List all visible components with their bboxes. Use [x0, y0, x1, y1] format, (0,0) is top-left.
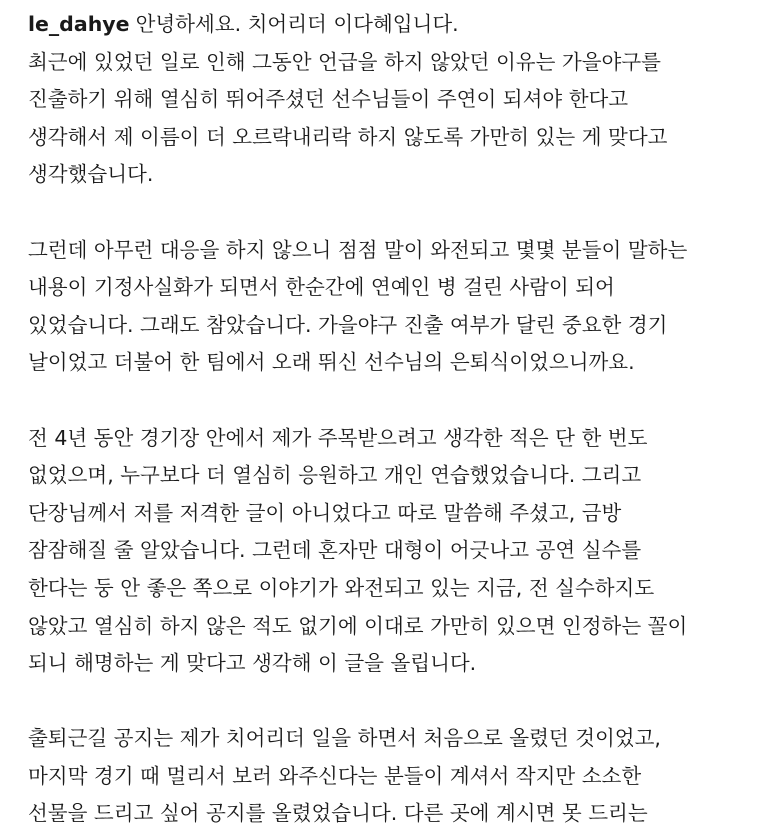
caption-first-line [28, 6, 760, 44]
paragraph-1 [28, 44, 760, 194]
paragraph-line: 있었습니다. 그래도 참았습니다. 가을야구 진출 여부가 달린 중요한 경기 [28, 312, 668, 337]
paragraph-line: 없었으며, 누구보다 더 열심히 응원하고 개인 연습했었습니다. 그리고 [28, 463, 642, 488]
paragraph-line: 최근에 있었던 일로 인해 그동안 언급을 하지 않았던 이유는 가을야구를 [28, 49, 661, 74]
paragraph-line: 한다는 둥 안 좋은 쪽으로 이야기가 와전되고 있는 지금, 전 실수하지도 [28, 575, 655, 600]
paragraph-line: 전 4년 동안 경기장 안에서 제가 주목받으려고 생각한 적은 단 한 번도 [28, 425, 648, 450]
paragraph-3 [28, 420, 760, 683]
paragraph-line: 출퇴근길 공지는 제가 치어리더 일을 하면서 처음으로 올렸던 것이었고, [28, 726, 661, 751]
paragraph-line: 마지막 경기 때 멀리서 보러 와주신다는 분들이 계셔서 작지만 소소한 [28, 763, 642, 788]
paragraph-line: 단장님께서 저를 저격한 글이 아니었다고 따로 말씀해 주셨고, 금방 [28, 500, 622, 525]
paragraph-4 [28, 720, 760, 833]
greeting-text: 안녕하세요. 치어리더 이다혜입니다. [135, 12, 459, 36]
paragraph-line: 않았고 열심히 하지 않은 적도 없기에 이대로 가만히 있으면 인정하는 꼴이 [28, 613, 688, 638]
paragraph-line: 생각해서 제 이름이 더 오르락내리락 하지 않도록 가만히 있는 게 맞다고 [28, 124, 668, 149]
paragraph-line: 선물을 드리고 싶어 공지를 올렸었습니다. 다른 곳에 계시면 못 드리는 [28, 801, 648, 826]
paragraph-line: 내용이 기정사실화가 되면서 한순간에 연예인 병 걸린 사람이 되어 [28, 275, 615, 300]
paragraph-line: 그런데 아무런 대응을 하지 않으니 점점 말이 와전되고 몇몇 분들이 말하는 [28, 237, 688, 262]
paragraph-line: 날이었고 더불어 한 팀에서 오래 뛰신 선수님의 은퇴식이었으니까요. [28, 350, 635, 375]
paragraph-line: 되니 해명하는 게 맞다고 생각해 이 글을 올립니다. [28, 651, 477, 676]
paragraph-2 [28, 232, 760, 382]
paragraph-line: 잠잠해질 줄 알았습니다. 그런데 혼자만 대형이 어긋나고 공연 실수를 [28, 538, 642, 563]
paragraph-line: 진출하기 위해 열심히 뛰어주셨던 선수님들이 주연이 되셔야 한다고 [28, 87, 629, 112]
paragraph-line: 생각했습니다. [28, 162, 154, 187]
username[interactable]: le_dahye [28, 12, 130, 36]
intro-paragraph [28, 6, 760, 44]
